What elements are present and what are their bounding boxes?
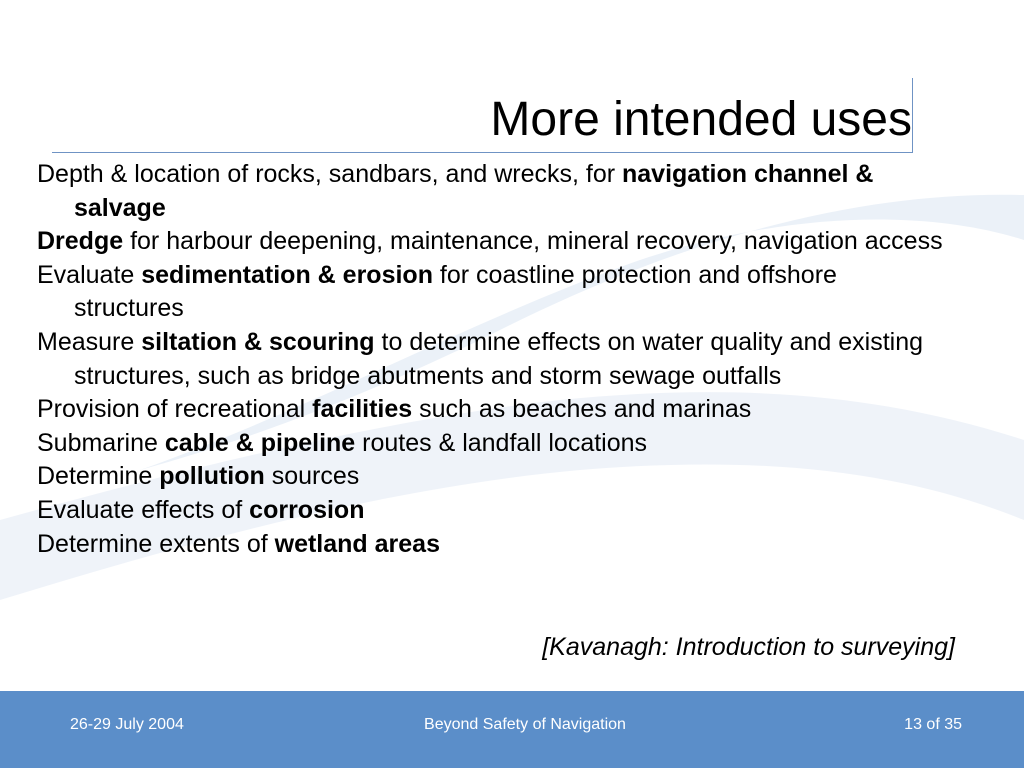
footer-page-number: 13 of 35 <box>904 716 962 733</box>
bullet-text: Determine extents of <box>37 529 275 558</box>
bullet-text: sources <box>264 462 360 491</box>
bullet-bold-term: corrosion <box>249 495 365 524</box>
citation: [Kavanagh: Introduction to surveying] <box>542 633 955 661</box>
bullet-item <box>37 393 947 427</box>
bullet-item <box>37 460 947 494</box>
bullet-text: Determine <box>37 462 160 491</box>
bullet-text: Submarine <box>37 428 165 457</box>
slide-title: More intended uses <box>490 93 912 146</box>
bullet-text: Provision of recreational <box>37 395 313 424</box>
bullet-bold-term: Dredge <box>37 227 124 256</box>
footer-bar <box>0 691 1024 768</box>
bullet-text: Measure <box>37 327 142 356</box>
bullet-item <box>37 326 947 393</box>
bullet-text: to determine effects on water quality and existing structures, such as bridge abutments and storm sewage outfalls <box>74 327 924 390</box>
bullet-bold-term: sedimentation & erosion <box>141 260 433 289</box>
bullet-item <box>37 528 947 562</box>
bullet-item <box>37 259 947 326</box>
bullet-bold-term: navigation channel & salvage <box>74 160 874 222</box>
bullet-bold-term: wetland areas <box>274 529 440 558</box>
bullet-bold-term: facilities <box>312 395 413 424</box>
bullet-text: Depth & location of rocks, sandbars, and wrecks, for <box>37 160 622 188</box>
bullet-text: routes & landfall locations <box>355 428 648 457</box>
footer-event-title: Beyond Safety of Navigation <box>424 716 626 733</box>
bullet-item <box>37 158 947 225</box>
bullet-bold-term: cable & pipeline <box>164 428 356 457</box>
bullet-bold-term: siltation & scouring <box>141 327 375 356</box>
bullet-text: such as beaches and marinas <box>412 395 752 424</box>
title-underline <box>52 152 913 153</box>
bullet-item <box>37 225 947 259</box>
bullet-item <box>37 427 947 461</box>
title-vertical-rule <box>912 78 913 153</box>
bullet-bold-term: pollution <box>159 462 265 491</box>
bullet-text: for coastline protection and offshore structures <box>74 260 837 323</box>
bullet-text: Evaluate <box>37 260 142 289</box>
bullet-text: Evaluate effects of <box>37 495 250 524</box>
bullet-text: for harbour deepening, maintenance, mineral recovery, navigation access <box>123 227 943 256</box>
footer-date: 26-29 July 2004 <box>70 716 184 733</box>
bullet-list <box>37 158 947 561</box>
bullet-item <box>37 494 947 528</box>
